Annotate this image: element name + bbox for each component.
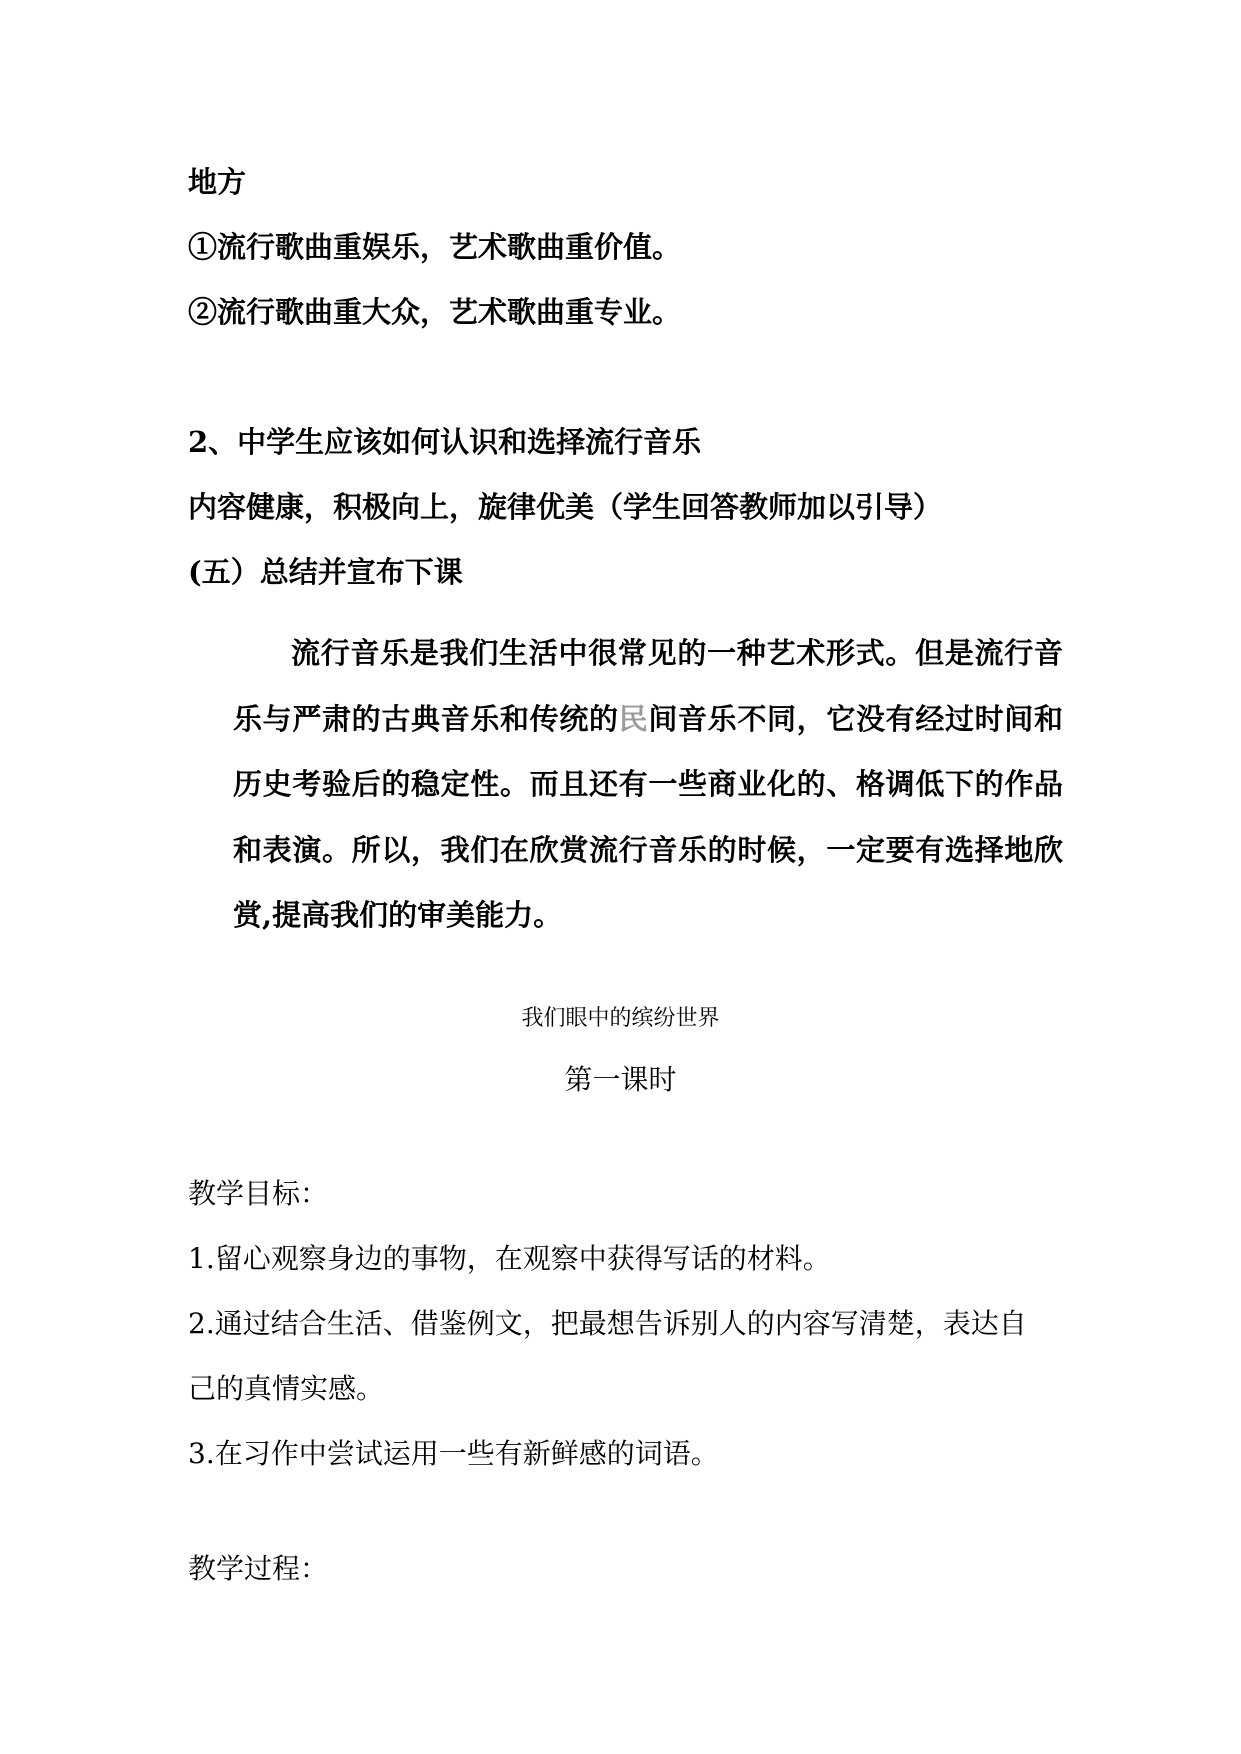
- summary-paragraph-highlight: 民: [618, 701, 649, 736]
- section-2-heading: 2、中学生应该如何认识和选择流行音乐: [188, 425, 702, 459]
- lesson-subtitle: 第一课时: [564, 1063, 677, 1096]
- objective-1: 1.留心观察身边的事物，在观察中获得写话的材料。: [188, 1242, 831, 1275]
- objectives-heading: 教学目标：: [188, 1177, 329, 1210]
- comparison-item-1: ①流行歌曲重娱乐，艺术歌曲重价值。: [188, 230, 682, 264]
- process-heading: 教学过程：: [188, 1552, 329, 1585]
- objective-3: 3.在习作中尝试运用一些有新鲜感的词语。: [188, 1437, 719, 1470]
- summary-paragraph-part2: 间音乐不同，它没有经过时间和历史考验后的稳定性。而且还有一些商业化的、格调低下的作品和表演。所以，我们在欣赏流行音乐的时候，一定要有选择地欣赏,提高我们的审美能力。: [233, 701, 1063, 932]
- summary-paragraph: [233, 621, 1063, 949]
- section-2-answer: 内容健康，积极向上，旋律优美（学生回答教师加以引导）: [188, 490, 943, 524]
- comparison-item-2: ②流行歌曲重大众，艺术歌曲重专业。: [188, 295, 682, 329]
- section-5-heading: (五）总结并宣布下课: [188, 555, 463, 589]
- lesson-title: 我们眼中的缤纷世界: [521, 1006, 720, 1031]
- line-continuation: 地方: [188, 165, 247, 199]
- summary-paragraph-part1: 流行音乐是我们生活中很常见的一种艺术形式。但是流行音乐与严肃的古典音乐和传统的: [233, 636, 1063, 736]
- objective-2-line-1: 2.通过结合生活、借鉴例文，把最想告诉别人的内容写清楚，表达自: [188, 1307, 1027, 1340]
- objective-2-line-2: 己的真情实感。: [188, 1372, 385, 1405]
